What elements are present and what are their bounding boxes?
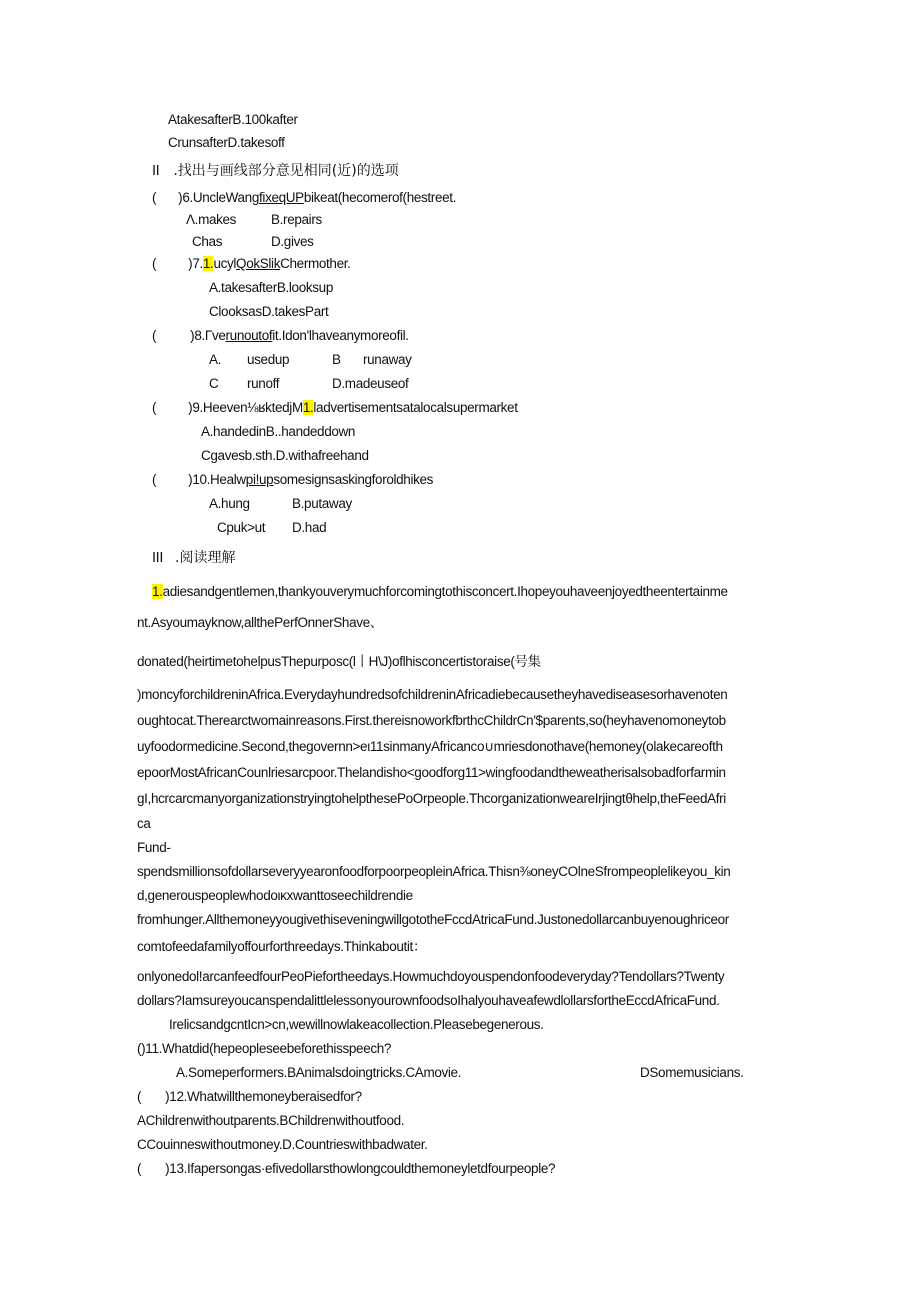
answer-paren-close: ) [188,472,193,487]
highlight-mark: 1. [152,584,163,599]
q7-options-ab: A.takesafterB.looksup [209,280,333,295]
q9-options-ab: A.handedinB..handeddown [201,424,356,439]
answer-paren-close: ) [188,256,193,271]
passage-line-8: gI,hcrcarcmanyorganizationstryingtohelpthesePoOrpeople.ThcorganizationweareIrjingtθhelp,theFeedAfri [137,791,726,806]
q8-text-post: it.Idon'lhaveanymoreofil. [272,328,409,343]
q10-underlined-phrase: pi!up [245,472,274,487]
passage-text: adiesandgentlemen,thankyouverymuchforcomingtothisconcert.Ihopeyouhaveenjoyedtheentertainme [162,584,728,599]
q10-text-post: somesignsaskingforoldhikes [273,472,434,487]
answer-paren-open[interactable]: ( [152,256,157,271]
answer-paren-open[interactable]: ( [137,1161,142,1176]
q7-number: 7. [192,256,203,271]
answer-paren-open[interactable]: ( [152,400,157,415]
passage-line-14: comtofeedafamilyoffourforthreedays.Thinkaboutit： [137,939,427,954]
q6-option-a: Λ.makes [186,212,237,227]
q6-option-b: B.repairs [271,212,322,227]
q9-text-post: ladvertisementsatalocalsupermarket [313,400,518,415]
q8-option-b: runaway [363,352,412,367]
answer-paren-open[interactable]: ( [152,190,157,205]
q11-options-abc: A.Someperformers.BAnimalsdoingtricks.CAmovie. [176,1065,462,1080]
q7-stem [152,255,351,273]
passage-line-13: fromhunger.AllthemoneyyougivethiseveningwillgototheFccdAtricaFund.Justonedollarcanbuyenoughriceor [137,912,729,927]
highlight-mark: 1. [202,256,214,271]
q7-options-cd: ClooksasD.takesPart [209,304,329,319]
highlight-mark: 1. [302,400,314,415]
section-3-heading [152,549,236,567]
q5-options-cd: CrunsafterD.takesoff [168,135,285,150]
q9-stem [152,399,518,417]
q10-option-c: Cpuk>ut [217,520,266,535]
passage-line-1 [152,583,728,601]
q12-options-ab: AChildrenwithoutparents.BChildrenwithoutfood. [137,1113,405,1128]
passage-line-12: d,generouspeoplewhodoικxwanttoseechildrendie [137,888,413,903]
q6-text-post: bikeat(hecomerof(hestreet. [303,190,457,205]
q12-options-cd: CCouinneswithoutmoney.D.Countrieswithbadwater. [137,1137,428,1152]
q10-option-b: B.putaway [292,496,352,511]
section-2-heading [152,162,399,180]
answer-paren-open[interactable]: ( [152,472,157,487]
q9-options-cd: Cgavesb.sth.D.withafreehand [201,448,369,463]
q8-option-c-letter: C [209,376,219,391]
q10-option-d: D.had [292,520,327,535]
answer-paren-open[interactable]: ( [137,1089,142,1104]
q7-text-pre: ucyl [213,256,237,271]
q9-text-pre: 9.Heeven⅛ʁktedjM [192,400,303,415]
q7-underlined-phrase: QokSlik [236,256,281,271]
q6-option-d: D.gives [271,234,314,249]
passage-line-17: IrelicsandgcntIcn>cn,wewillnowlakeacollection.Pleasebegenerous. [169,1017,544,1032]
passage-line-2: nt.Asyoumayknow,allthePerfOnnerShave、 [137,615,383,630]
section-2-roman: II [152,163,160,179]
q6-option-c: Chas [192,234,223,249]
q13-text: )13.Ifapersongas·efivedollarsthowlongcouldthemoneyletdfourpeople? [165,1161,556,1176]
section-3-roman: III [152,550,164,566]
q6-underlined-phrase: fixeqUP [259,190,304,205]
answer-paren-close: ) [178,190,183,205]
answer-paren-open[interactable]: ( [152,328,157,343]
q10-text-pre: 10.Healw [192,472,246,487]
passage-line-3 [137,653,541,671]
q5-options-ab: AtakesafterB.100kafter [168,112,298,127]
q8-text-pre: 8.Γve [194,328,226,343]
q12-text: )12.Whatwillthemoneyberaisedfor? [165,1089,362,1104]
passage-line-11: spendsmillionsofdollarseveryyearonfoodforpoorpeopleinAfrica.Thisn⅜oneyCOlneSfrompeoplelikeyou_kin [137,864,731,879]
passage-line-7: epoorMostAfricanCounlriesarcpoor.Thelandisho<goodforg11>wingfoodandtheweatherisalsobadforfarmin [137,765,726,780]
passage-line-16: dollars?IamsureyoucanspendalittlelessonyourownfoodsoIhalyouhaveafewdlollarsfortheEccdAfricaFund. [137,993,720,1008]
q8-option-a-letter: A. [209,352,222,367]
section-3-title: .阅读理解 [175,550,236,566]
passage-line-10: Fund- [137,840,171,855]
q6-text-pre: 6.UncleWang [182,190,260,205]
passage-line-6: uyfoodormedicine.Second,thegovernn>eι11sinmanyAfricanco∪mriesdonothave(hemoney(olakecareofth [137,739,723,754]
answer-paren-close: ) [188,400,193,415]
q13-stem [137,1160,555,1178]
q8-option-c: runoff [247,376,280,391]
q8-option-a: usedup [247,352,290,367]
q10-stem [152,471,433,489]
answer-paren-close: ) [190,328,195,343]
q8-underlined-phrase: runoutof [225,328,273,343]
q8-option-d: D.madeuseof [332,376,409,391]
section-2-title: .找出与画线部分意见相同(近)的选项 [173,163,399,179]
q7-text-post: Chermother. [280,256,351,271]
passage-line-15: onlyonedol!arcanfeedfourPeoPiefortheedays.Howmuchdoyouspendonfoodeveryday?Tendollars?Twenty [137,969,725,984]
passage-text: donated(heirtimetohelpusThepurposc(l丨H\J)oflhisconcertistoraise(号集 [137,654,541,669]
q6-stem [152,189,456,207]
q12-stem [137,1088,362,1106]
passage-line-4: )moncyforchildreninAfrica.EverydayhundredsofchildreninAfricadiebecausetheyhavediseasesorhavenoten [137,687,728,702]
passage-line-9: ca [137,816,151,831]
q8-stem [152,327,409,345]
q11-stem: ()11.Whatdid(hepeopleseebeforethisspeech? [137,1041,392,1056]
q10-option-a: A.hung [209,496,250,511]
q8-option-b-letter: B [332,352,341,367]
passage-line-5: oughtocat.Therearctwomainreasons.First.thereisnoworkfbrthcChildrCn'$parents,so(heyhavenomoneytob [137,713,726,728]
q11-option-d: DSomemusicians. [640,1065,744,1080]
